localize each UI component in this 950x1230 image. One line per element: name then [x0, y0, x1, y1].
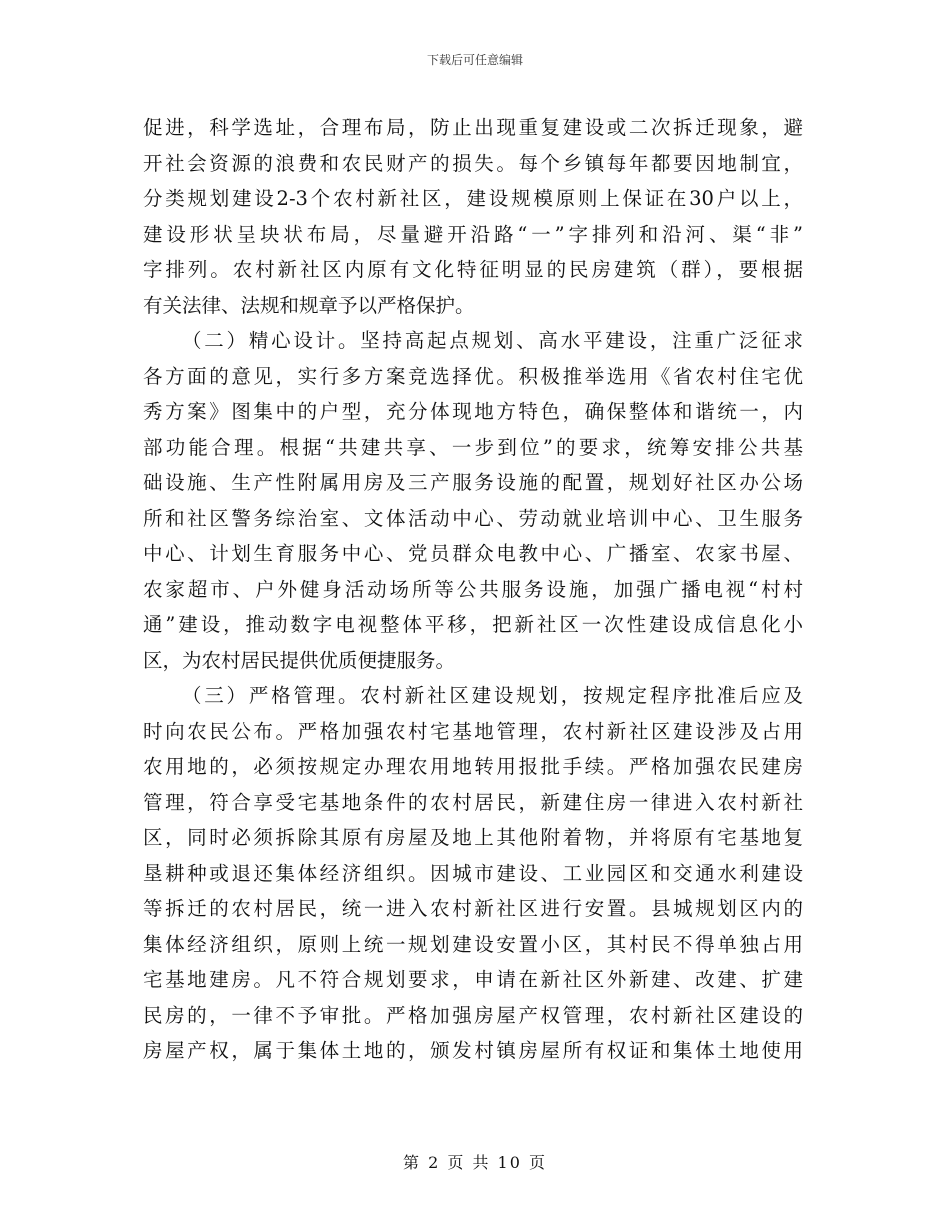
text-line: 中心、计划生育服务中心、党员群众电教中心、广播室、农家书屋、 — [143, 542, 803, 565]
text-line: 有关法律、法规和规章予以严格保护。 — [143, 293, 475, 317]
text-line: 分类规划建设2-3个农村新社区，建设规模原则上保证在30户以上， — [143, 187, 803, 210]
text-line: 建设形状呈块状布局，尽量避开沿路“一”字排列和沿河、渠“非” — [143, 222, 803, 246]
text-line: 所和社区警务综治室、文体活动中心、劳动就业培训中心、卫生服务 — [143, 506, 803, 530]
text-line: 宅基地建房。凡不符合规划要求，申请在新社区外新建、改建、扩建 — [143, 968, 803, 991]
text-line: 促进，科学选址，合理布局，防止出现重复建设或二次拆迁现象，避 — [143, 116, 803, 139]
text-line: 民房的，一律不予审批。严格加强房屋产权管理，农村新社区建设的 — [143, 1003, 803, 1027]
text-line: 管理，符合享受宅基地条件的农村居民，新建住房一律进入农村新社 — [143, 790, 803, 814]
text-line: 垦耕种或退还集体经济组织。因城市建设、工业园区和交通水利建设 — [143, 861, 803, 885]
text-line: 开社会资源的浪费和农民财产的损失。每个乡镇每年都要因地制宜， — [143, 151, 803, 175]
text-line: 字排列。农村新社区内原有文化特征明显的民房建筑（群），要根据 — [143, 258, 803, 281]
page-header-note: 下载后可任意编辑 — [426, 53, 523, 67]
text-line: 农家超市、户外健身活动场所等公共服务设施，加强广播电视“村村 — [143, 577, 803, 601]
text-line: 区，为农村居民提供优质便捷服务。 — [143, 648, 456, 672]
text-line: 秀方案》图集中的户型，充分体现地方特色，确保整体和谐统一，内 — [143, 400, 803, 423]
text-line: 农用地的，必须按规定办理农用地转用报批手续。严格加强农民建房 — [143, 755, 803, 778]
text-line: 房屋产权，属于集体土地的，颁发村镇房屋所有权证和集体土地使用 — [143, 1039, 803, 1062]
text-line: 集体经济组织，原则上统一规划建设安置小区，其村民不得单独占用 — [143, 932, 803, 956]
text-line: 等拆迁的农村居民，统一进入农村新社区进行安置。县城规划区内的 — [143, 897, 803, 920]
paragraph-heading-line: （二）精心设计。坚持高起点规划、高水平建设，注重广泛征求 — [182, 329, 803, 352]
text-line: 础设施、生产性附属用房及三产服务设施的配置，规划好社区办公场 — [143, 471, 803, 494]
paragraph-heading-line: （三）严格管理。农村新社区建设规划，按规定程序批准后应及 — [182, 684, 803, 707]
text-line: 部功能合理。根据“共建共享、一步到位”的要求，统筹安排公共基 — [143, 435, 803, 459]
document-body — [143, 110, 803, 1069]
page-number-footer: 第 2 页 共 10 页 — [403, 1153, 547, 1172]
text-line: 时向农民公布。严格加强农村宅基地管理，农村新社区建设涉及占用 — [143, 719, 803, 743]
text-line: 各方面的意见，实行多方案竞选择优。积极推举选用《省农村住宅优 — [143, 364, 803, 388]
text-line: 通”建设，推动数字电视整体平移，把新社区一次性建设成信息化小 — [143, 613, 803, 636]
text-line: 区，同时必须拆除其原有房屋及地上其他附着物，并将原有宅基地复 — [143, 826, 803, 849]
